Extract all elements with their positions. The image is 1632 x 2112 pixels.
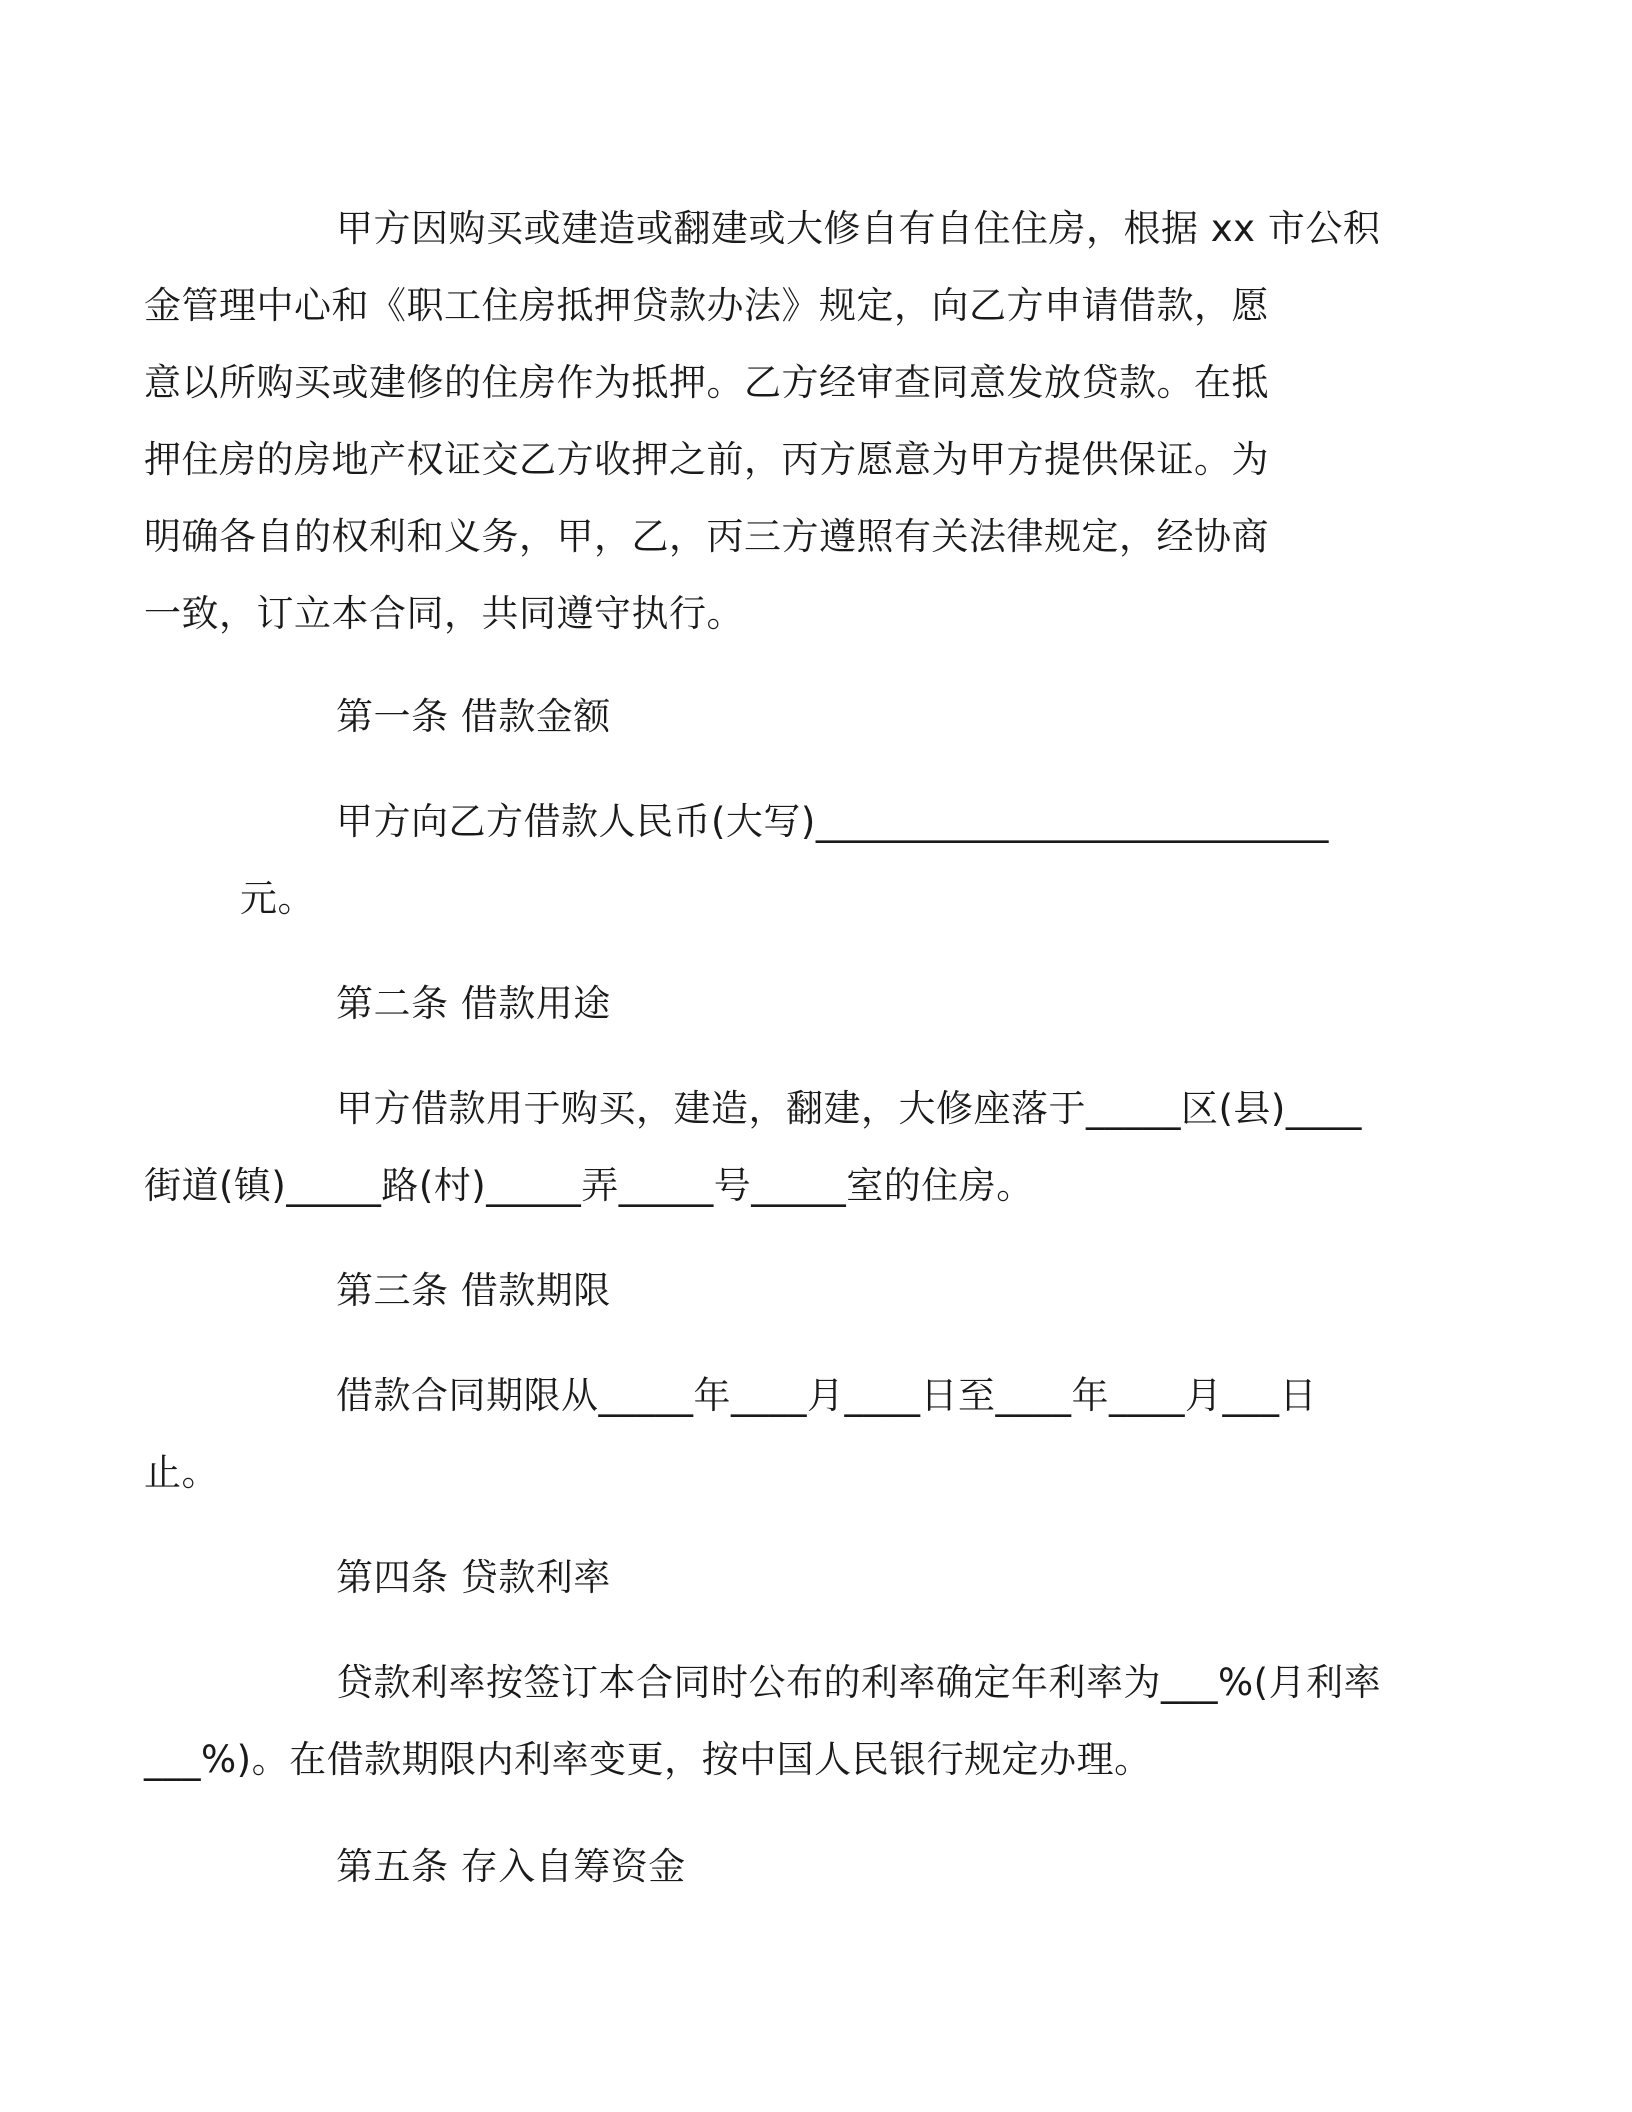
- article-1-heading: 第一条 借款金额: [336, 695, 611, 738]
- article-4-line: 贷款利率按签订本合同时公布的利率确定年利率为___%(月利率: [336, 1661, 1382, 1704]
- article-3-paragraph: [144, 1357, 1370, 1511]
- intro-line: 明确各自的权利和义务，甲，乙，丙三方遵照有关法律规定，经协商: [144, 515, 1269, 558]
- intro-line: 金管理中心和《职工住房抵押贷款办法》规定，向乙方申请借款，愿: [144, 284, 1269, 327]
- article-4-heading: 第四条 贷款利率: [336, 1556, 611, 1599]
- article-5-heading: 第五条 存入自筹资金: [336, 1845, 686, 1888]
- article-2-line: 街道(镇)_____路(村)_____弄_____号_____室的住房。: [144, 1164, 1034, 1207]
- contract-body: [144, 190, 1382, 1905]
- article-2-paragraph: [144, 1070, 1370, 1224]
- article-4-line: ___%)。在借款期限内利率变更，按中国人民银行规定办理。: [144, 1738, 1152, 1781]
- article-2-heading: 第二条 借款用途: [336, 982, 611, 1025]
- article-3-line: 止。: [144, 1451, 219, 1494]
- intro-line: 甲方因购买或建造或翻建或大修自有自住住房，根据 xx 市公积: [336, 207, 1381, 250]
- article-1-text: 甲方向乙方借款人民币(大写)___________________________元。: [240, 800, 1329, 920]
- article-4-paragraph: [144, 1644, 1382, 1798]
- article-3-heading: 第三条 借款期限: [336, 1269, 611, 1312]
- intro-line: 押住房的房地产权证交乙方收押之前，丙方愿意为甲方提供保证。为: [144, 438, 1269, 481]
- article-3-line: 借款合同期限从_____年____月____日至____年____月___日: [336, 1374, 1317, 1417]
- intro-line: 意以所购买或建修的住房作为抵押。乙方经审查同意发放贷款。在抵: [144, 361, 1269, 404]
- article-2-line: 甲方借款用于购买，建造，翻建，大修座落于_____区(县)____: [336, 1087, 1362, 1130]
- intro-line: 一致，订立本合同，共同遵守执行。: [144, 592, 744, 635]
- intro-paragraph: [144, 190, 1381, 652]
